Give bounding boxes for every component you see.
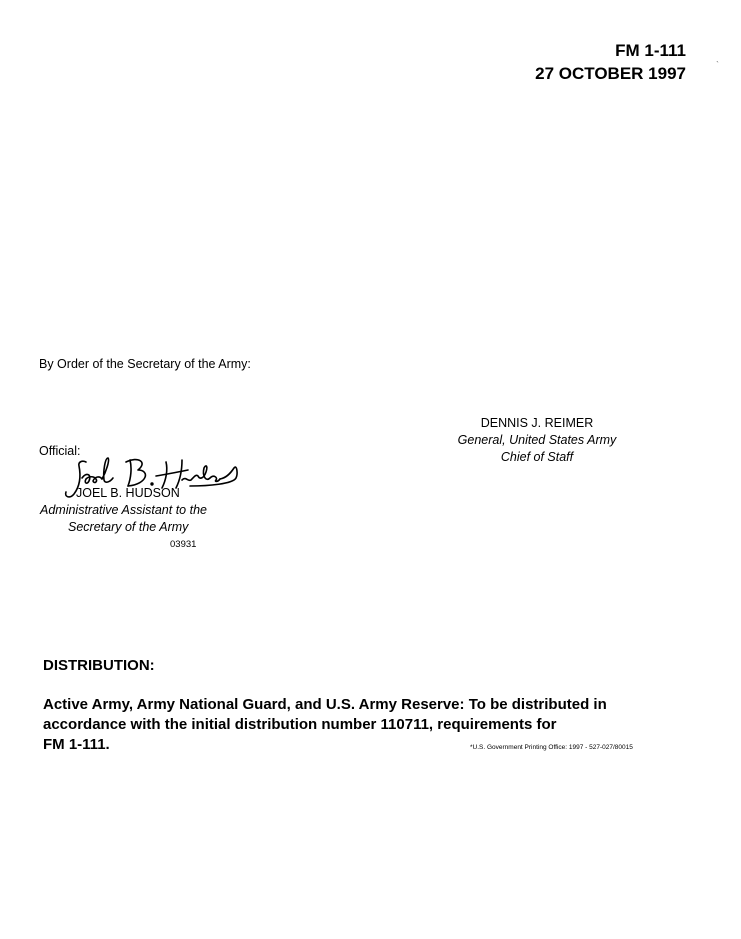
publication-id: FM 1-111	[615, 41, 686, 60]
publication-date: 27 OCTOBER 1997	[535, 64, 686, 83]
official-code: 03931	[170, 539, 197, 550]
distribution-line-2: accordance with the initial distribution number 110711, requirements for	[43, 716, 557, 733]
official-title-line-1: Administrative Assistant to the	[40, 503, 207, 517]
official-label: Official:	[39, 444, 81, 458]
distribution-line-3: FM 1-111.	[43, 736, 110, 753]
official-title-line-2: Secretary of the Army	[68, 520, 189, 534]
by-order-statement: By Order of the Secretary of the Army:	[39, 357, 251, 371]
gpo-printing-note: *U.S. Government Printing Office: 1997 - 527-027/80015	[470, 744, 633, 751]
distribution-line-1: Active Army, Army National Guard, and U.S. Army Reserve: To be distributed in	[43, 696, 607, 713]
chief-of-staff-block	[420, 415, 654, 466]
scan-mark: `	[716, 60, 719, 70]
signer-name: DENNIS J. REIMER	[480, 416, 594, 430]
signer-title: General, United States Army	[457, 433, 617, 447]
handwritten-signature	[58, 452, 243, 509]
signer-role: Chief of Staff	[500, 450, 574, 464]
distribution-heading: DISTRIBUTION:	[43, 657, 155, 674]
official-name: JOEL B. HUDSON	[76, 486, 180, 500]
